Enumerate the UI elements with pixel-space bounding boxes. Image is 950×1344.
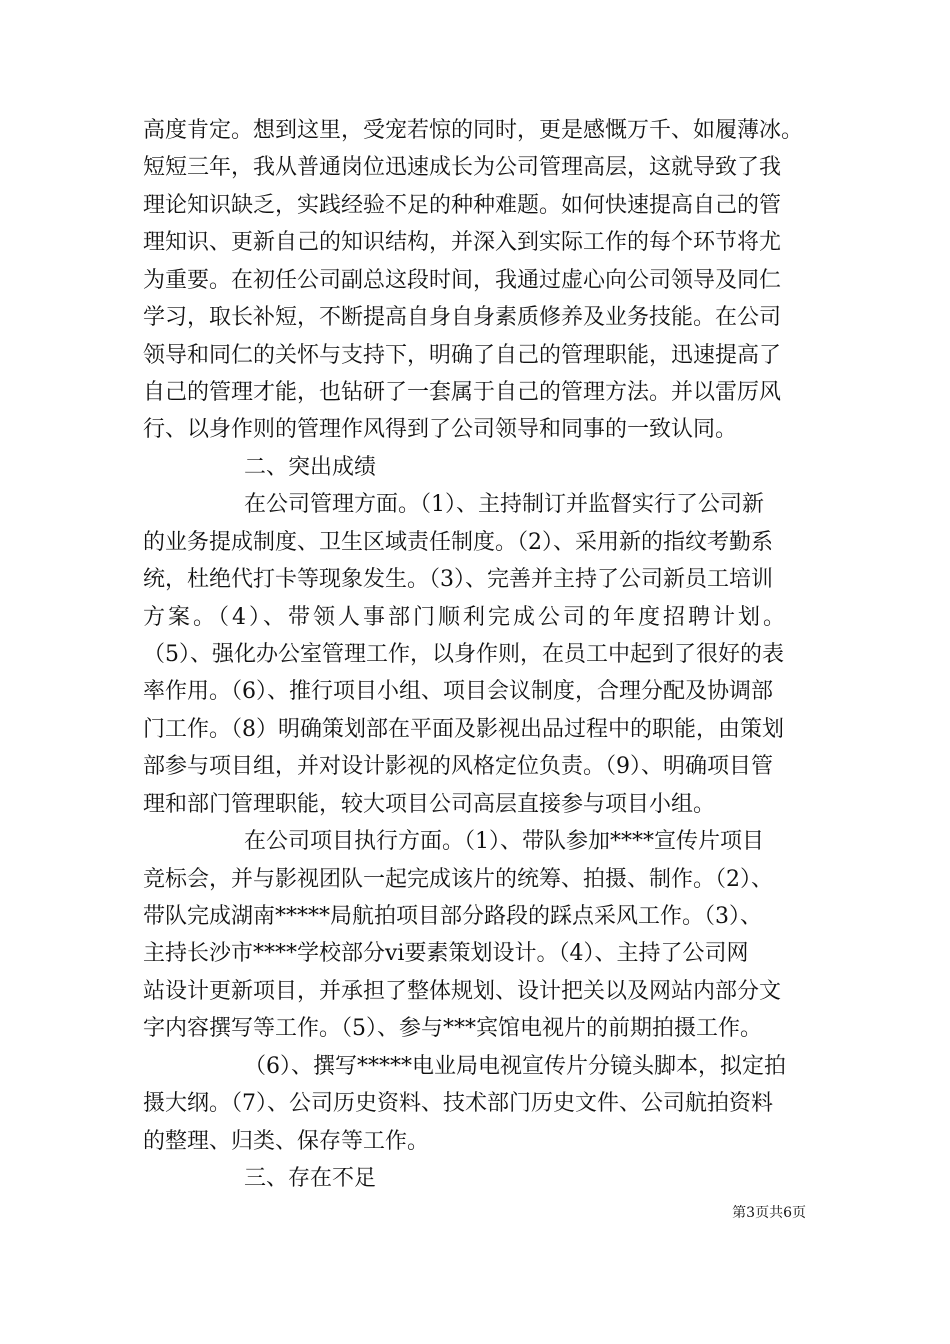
text-line: 在公司项目执行方面。（1）、带队参加****宣传片项目 [244, 829, 764, 854]
text-line: 短短三年，我从普通岗位迅速成长为公司管理高层，这就导致了我 [143, 155, 782, 180]
text-line: （5）、强化办公室管理工作，以身作则，在员工中起到了很好的表 [143, 642, 784, 667]
text-line: 学习，取长补短，不断提高自身自身素质修养及业务技能。在公司 [143, 305, 782, 330]
text-line: 竞标会，并与影视团队一起完成该片的统筹、拍摄、制作。（2）、 [143, 867, 773, 892]
text-line: 高度肯定。想到这里，受宠若惊的同时，更是感慨万千、如履薄冰。 [143, 118, 804, 143]
text-line: 领导和同仁的关怀与支持下，明确了自己的管理职能，迅速提高了 [143, 343, 782, 368]
text-line: 主持长沙市****学校部分vi要素策划设计。（4）、主持了公司网 [143, 941, 749, 966]
text-line: 站设计更新项目，并承担了整体规划、设计把关以及网站内部分文 [143, 979, 782, 1004]
text-line: 在公司管理方面。（1）、主持制订并监督实行了公司新 [244, 492, 764, 517]
text-line: 门工作。（8）明确策划部在平面及影视出品过程中的职能，由策划 [143, 717, 784, 742]
section-heading: 三、存在不足 [244, 1166, 377, 1191]
section-heading: 二、突出成绩 [244, 455, 377, 480]
page-number: 第3页共6页 [732, 1205, 806, 1221]
text-line: 统，杜绝代打卡等现象发生。（3）、完善并主持了公司新员工培训 [143, 567, 773, 592]
text-line: 的业务提成制度、卫生区域责任制度。（2）、采用新的指纹考勤系 [143, 530, 773, 555]
text-line: 的整理、归类、保存等工作。 [143, 1129, 430, 1154]
text-line: 字内容撰写等工作。（5）、参与***宾馆电视片的前期拍摄工作。 [143, 1016, 762, 1041]
text-line: （6）、撰写*****电业局电视宣传片分镜头脚本，拟定拍 [244, 1054, 786, 1079]
text-line: 行、以身作则的管理作风得到了公司领导和同事的一致认同。 [143, 417, 738, 442]
text-line: 率作用。（6）、推行项目小组、项目会议制度，合理分配及协调部 [143, 679, 773, 704]
text-line: 摄大纲。（7）、公司历史资料、技术部门历史文件、公司航拍资料 [143, 1091, 773, 1116]
text-line: 自己的管理才能，也钻研了一套属于自己的管理方法。并以雷厉风 [143, 380, 782, 405]
text-line: 理知识、更新自己的知识结构，并深入到实际工作的每个环节将尤 [143, 230, 782, 255]
text-line: 方案。（4）、带领人事部门顺利完成公司的年度招聘计划。 [143, 605, 788, 630]
text-line: 带队完成湖南*****局航拍项目部分路段的踩点采风工作。（3）、 [143, 904, 762, 929]
text-line: 理论知识缺乏，实践经验不足的种种难题。如何快速提高自己的管 [143, 193, 782, 218]
text-line: 为重要。在初任公司副总这段时间，我通过虚心向公司领导及同仁 [143, 268, 782, 293]
text-line: 理和部门管理职能，较大项目公司高层直接参与项目小组。 [143, 792, 716, 817]
text-line: 部参与项目组，并对设计影视的风格定位负责。（9）、明确项目管 [143, 754, 773, 779]
